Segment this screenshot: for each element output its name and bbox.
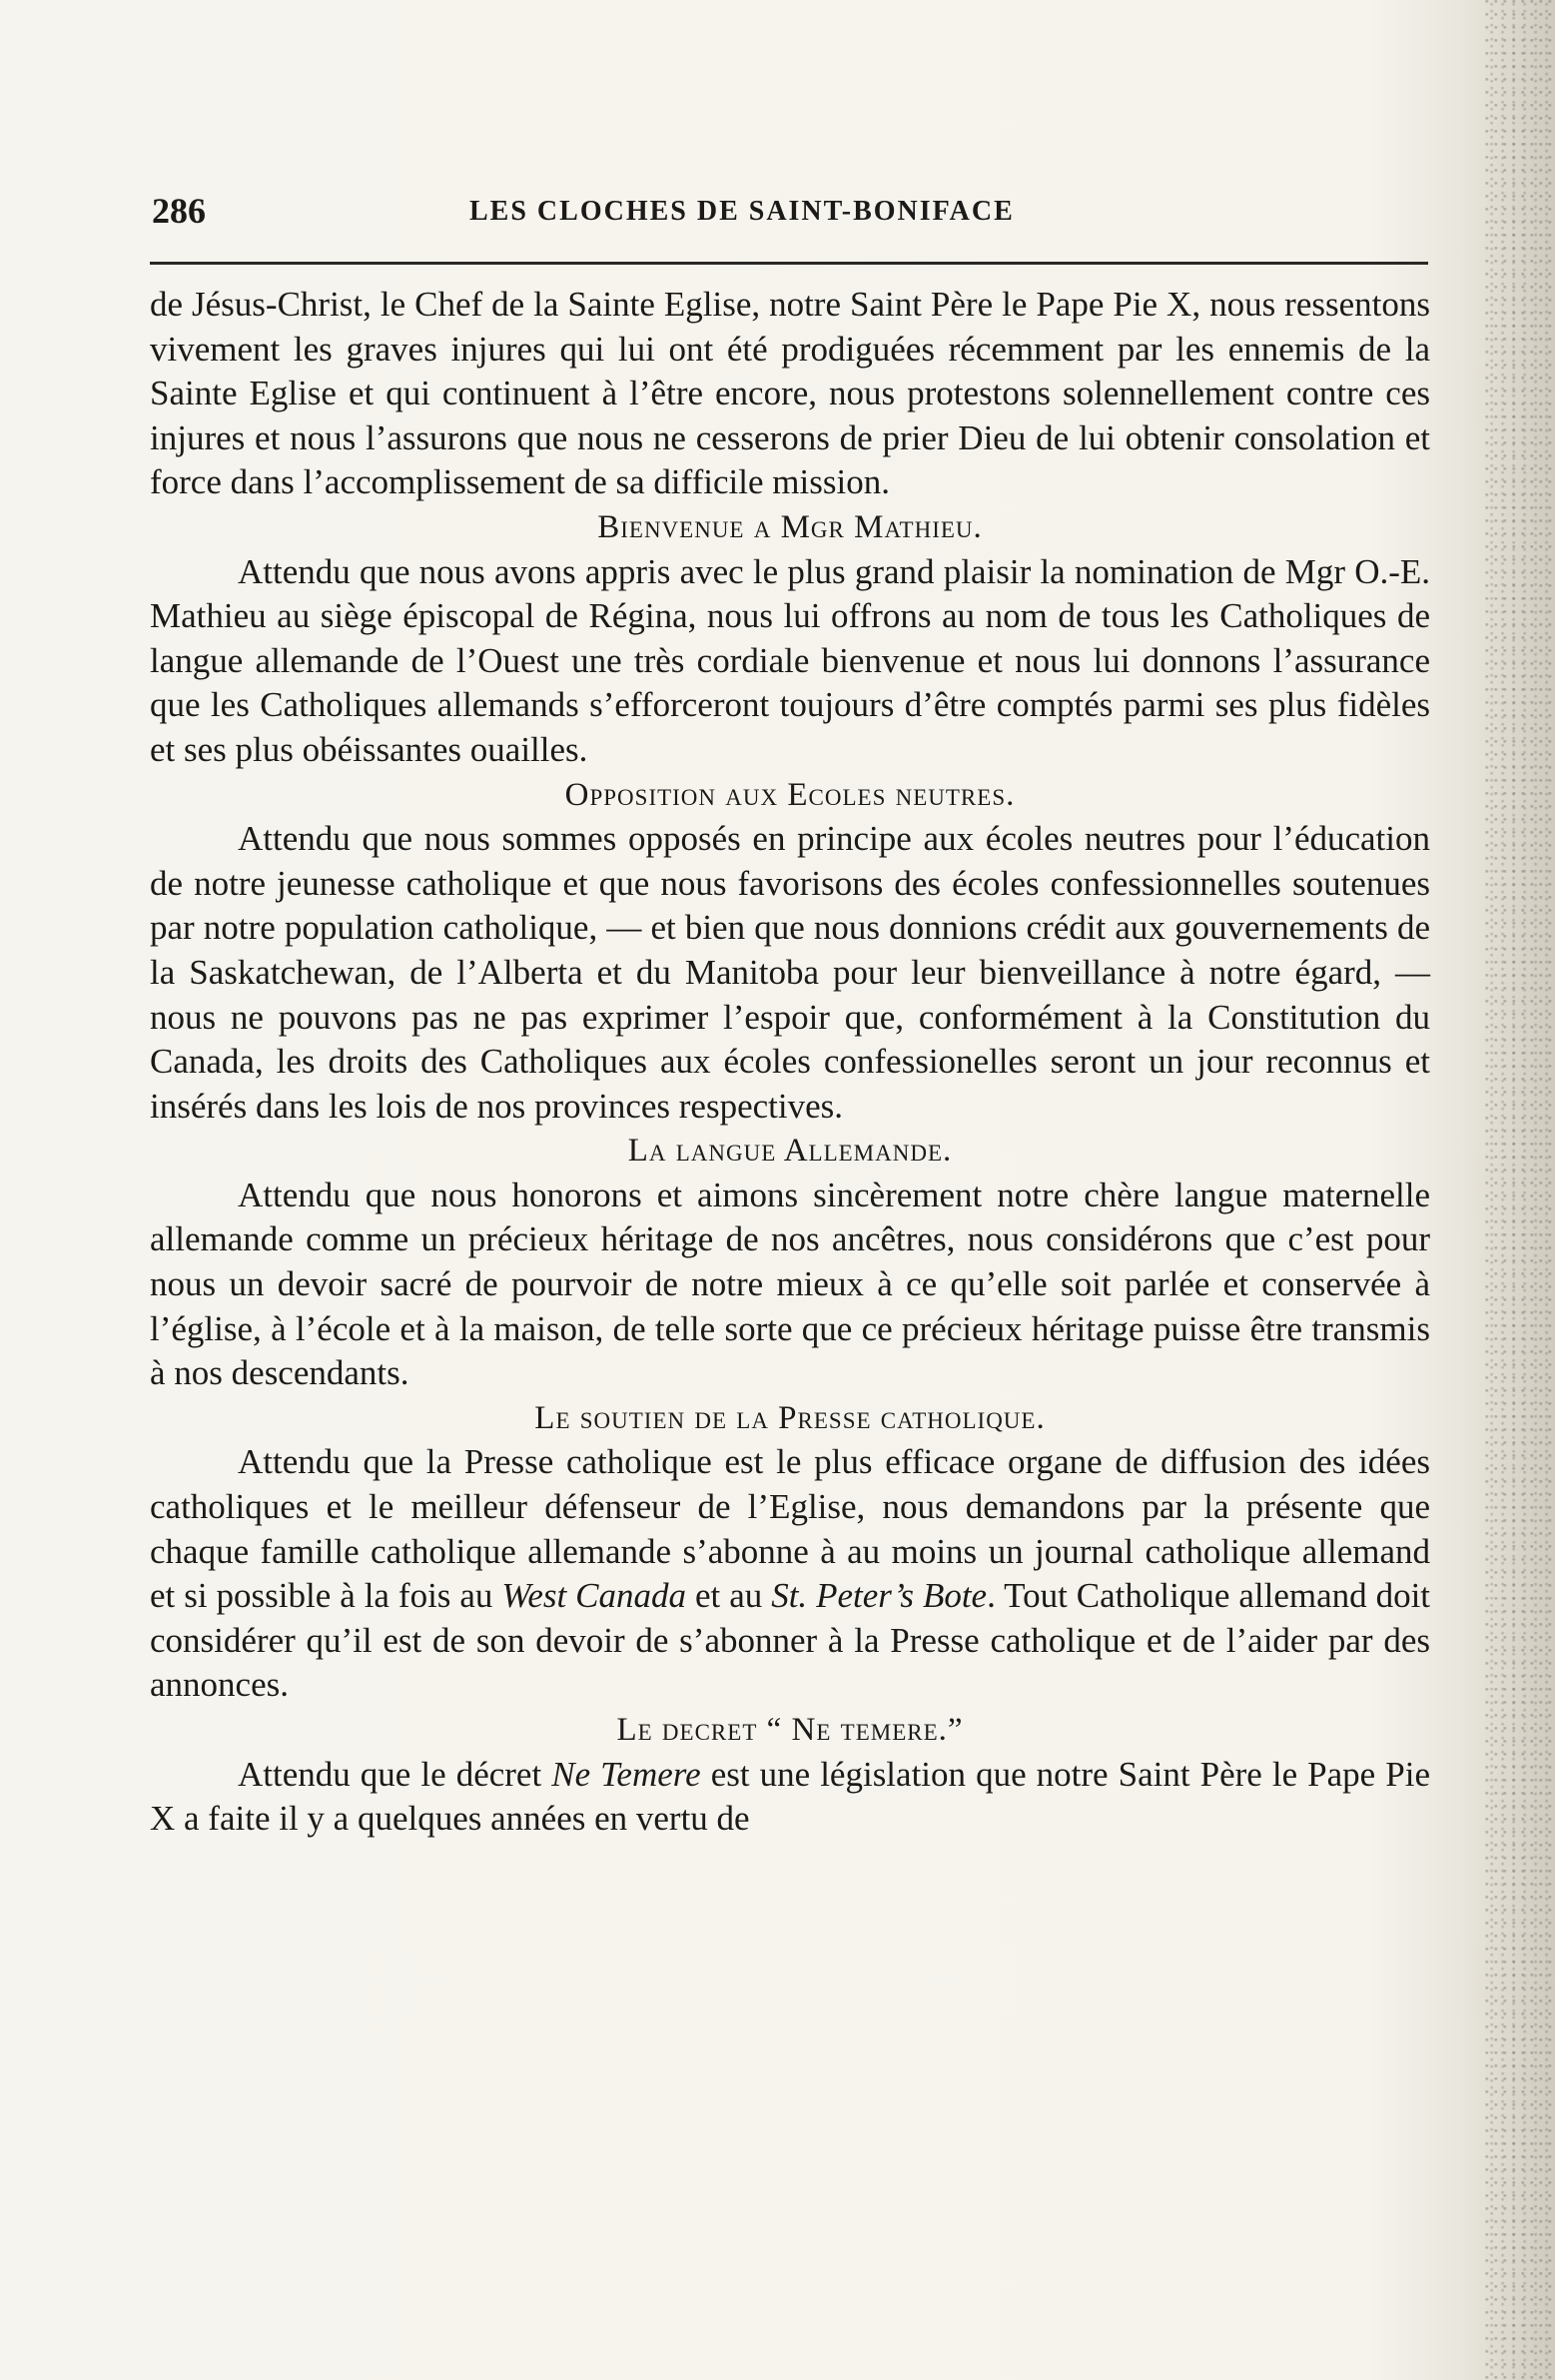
section-heading-ecoles: Opposition aux Ecoles neutres. bbox=[564, 776, 1016, 813]
page-number: 286 bbox=[152, 191, 206, 231]
section-heading-langue: La langue Allemande. bbox=[627, 1133, 953, 1170]
paragraph-5 bbox=[150, 1440, 1430, 1708]
decree-ne-temere: Ne Temere bbox=[551, 1754, 701, 1794]
body-text bbox=[150, 283, 1430, 1842]
paragraph-1: de Jésus-Christ, le Chef de la Sainte Eglise, notre Saint Père le Pape Pie X, nous ressentons vivement les graves injures qui lui ont été prodiguées récemment par les ennemis de la Sainte Eglise et qui continuent à l’être encore, nous protestons solennellement contre ces injures et nous l’assurons que nous ne cesserons de prier Dieu de lui obtenir consolation et force dans l’accomplissement de sa difficile mission. bbox=[150, 285, 1430, 502]
newspaper-st-peters-bote: St. Peter’s Bote bbox=[771, 1576, 988, 1616]
paragraph-5-text-b: et au bbox=[686, 1576, 772, 1616]
paragraph-4: Attendu que nous honorons et aimons sincèrement notre chère langue maternelle allemande comme un précieux héritage de nos ancêtres, nous considérons que c’est pour nous un devoir sacré de pourvoir de notre mieux à ce qu’elle soit parlée et conservée à l’église, à l’école et à la maison, de telle sorte que ce précieux héritage puisse être transmis à nos descendants. bbox=[150, 1175, 1430, 1393]
paragraph-6-text-b: est une législation que notre Saint Père le Pape Pie X a faite il y a quelques années en vertu de bbox=[150, 1754, 1430, 1839]
paragraph-2: Attendu que nous avons appris avec le plus grand plaisir la nomination de Mgr O.-E. Mathieu au siège épiscopal de Régina, nous lui offrons au nom de tous les Catholiques de langue allemande de l’Ouest une très cordiale bienvenue et nous lui donnons l’assurance que les Catholiques allemands s’efforceront toujours d’être comptés parmi ses plus fidèles et ses plus obéissantes ouailles. bbox=[150, 551, 1430, 769]
paragraph-6-text-a: Attendu que le décret bbox=[238, 1754, 552, 1794]
paragraph-6 bbox=[150, 1753, 1430, 1842]
page-header bbox=[152, 190, 1410, 240]
paragraph-3: Attendu que nous sommes opposés en principe aux écoles neutres pour l’éducation de notre jeunesse catholique et que nous favorisons des écoles confessionnelles soutenues par notre population catholique, — et bien que nous donnions crédit aux gouvernements de la Saskatchewan, de l’Alberta et du Manitoba pour leur bienveillance à notre égard, — nous ne pouvons pas ne pas exprimer l’espoir que, conformément à la Constitution du Canada, les droits des Catholiques aux écoles confessionelles seront un jour reconnus et insérés dans les lois de nos provinces respectives. bbox=[150, 819, 1430, 1126]
section-heading-decret: Le decret “ Ne temere.” bbox=[616, 1712, 964, 1748]
newspaper-west-canada: West Canada bbox=[501, 1576, 687, 1616]
page-edge-shadow bbox=[1485, 0, 1555, 2380]
header-rule bbox=[150, 262, 1428, 265]
section-heading-presse: Le soutien de la Presse catholique. bbox=[534, 1399, 1046, 1436]
running-head: LES CLOCHES DE SAINT-BONIFACE bbox=[469, 196, 1015, 227]
paragraph-5-text-a: Attendu que la Presse catholique est le plus efficace organe de diffusion des idées catholiques et le meilleur défenseur de l’Eglise, nous demandons par la présente que chaque famille catholique allemande s’abonne à au moins un journal catholique allemand et si possible à la fois au bbox=[150, 1442, 1430, 1616]
section-heading-bienvenue: Bienvenue a Mgr Mathieu. bbox=[597, 508, 983, 545]
paragraph-5-text-c: . Tout Catholique allemand doit considérer qu’il est de son devoir de s’abonner à la Presse catholique et de l’aider par des annonces. bbox=[150, 1576, 1431, 1705]
